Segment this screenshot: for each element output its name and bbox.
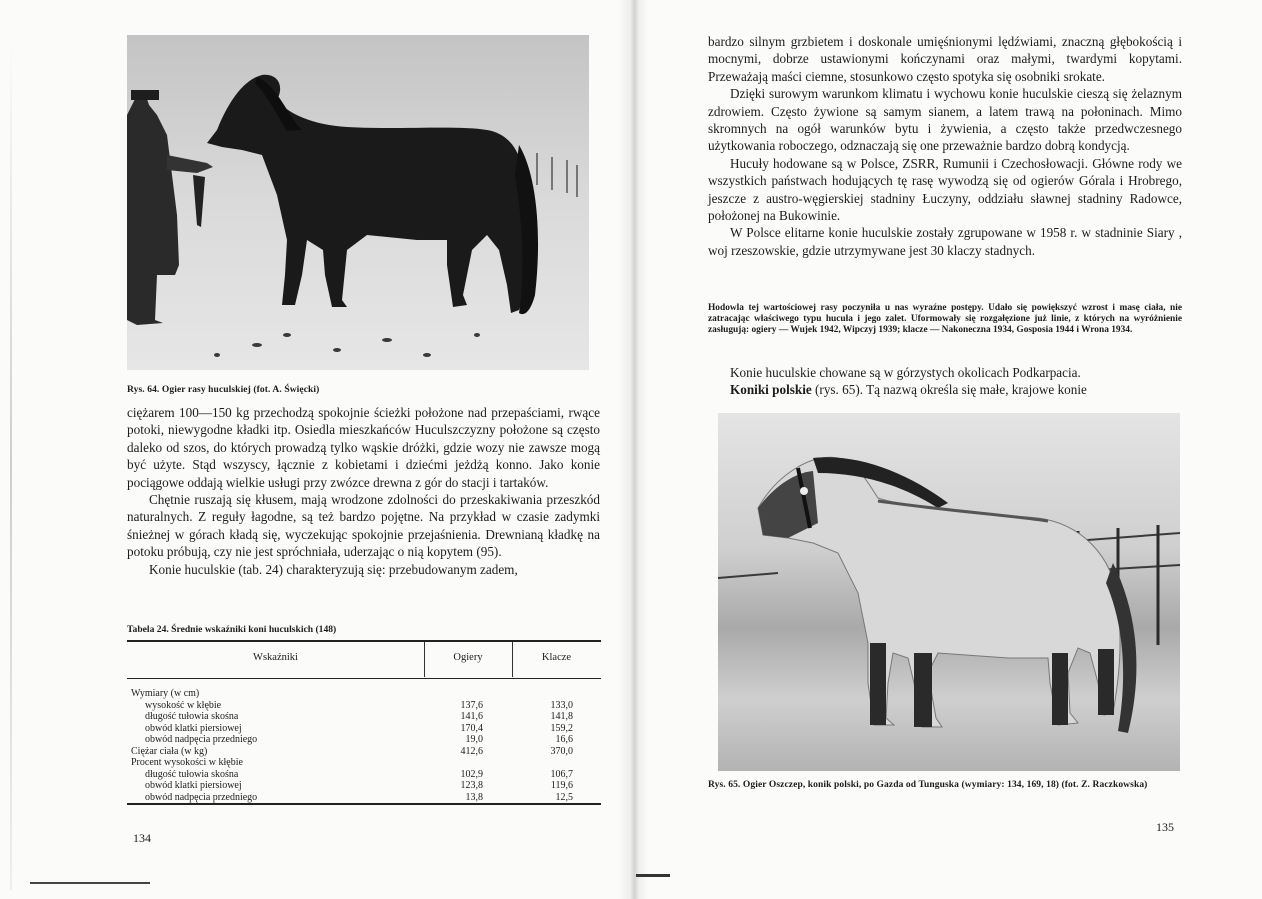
term-koniki-polskie: Koniki polskie	[730, 382, 812, 398]
row-label: obwód klatki piersiowej	[145, 722, 242, 734]
paragraph-rest: (rys. 65). Tą nazwą określa się małe, krajowe konie	[811, 382, 1087, 398]
page-number-right: 135	[1156, 820, 1174, 834]
row-label: długość tułowia skośna	[145, 711, 239, 722]
row-label: Procent wysokości w kłębie	[131, 757, 243, 768]
page-number-left: 134	[133, 831, 151, 845]
table-rule-top	[127, 640, 601, 642]
table-row	[127, 711, 601, 723]
row-klacze-value: 16,6	[555, 734, 573, 745]
row-ogiery-value: 123,8	[460, 780, 483, 791]
right-page-lower-text	[708, 364, 1182, 399]
row-label: wysokość w kłębie	[145, 699, 222, 711]
table-row	[127, 780, 601, 792]
table-row	[127, 792, 601, 804]
paragraph: Hucuły hodowane są w Polsce, ZSRR, Rumunii i Czechosłowacji. Główne rody we wszystkich państwach hodujących tę rasę wywodzą się od ogierów Górala i Hrobrego, jeszcze z austro-węgierskiej stadniny Łuczyny, oddziału sławnej stadniny Radowce, położonej na Bukowinie.	[708, 155, 1182, 224]
table-row	[127, 769, 601, 781]
paragraph: Konie huculskie (tab. 24) charakteryzują się: przebudowanym zadem,	[149, 561, 518, 577]
row-ogiery-value: 13,8	[465, 791, 483, 803]
figure-65-photo	[718, 413, 1180, 771]
row-klacze-value: 159,2	[550, 722, 573, 734]
row-klacze-value: 370,0	[550, 745, 573, 757]
row-label: obwód nadpęcia przedniego	[145, 791, 258, 803]
row-ogiery-value: 19,0	[465, 734, 483, 745]
table-row	[127, 723, 601, 735]
paragraph: Chętnie ruszają się kłusem, mają wrodzone zdolności do przeskakiwania przeszkód naturalnych. Z reguły łagodne, są też bardzo pojętne. Na przykład w czasie zadymki śnieżnej w górach kładą się, wyczekując spokojnie przejaśnienia. Drewnianą kładkę na potoku próbują, czy nie jest spróchniała, uderzając o nią kopytem (95).	[127, 492, 600, 560]
row-label: Wymiary (w cm)	[131, 688, 200, 699]
paragraph: Konie huculskie chowane są w górzystych okolicach Podkarpacia.	[730, 365, 1081, 380]
paragraph: Dzięki surowym warunkom klimatu i wychowu konie huculskie cieszą się żelaznym zdrowiem. Często żywione są samym sianem, a latem trawą na połoninach. Mimo skromnych na ogół warunków bytu i żywienia, a często także przedwczesnego użytkowania roboczego, odznaczają się one przeważnie bardzo dobrą kondycją.	[708, 86, 1182, 154]
row-ogiery-value: 141,6	[460, 711, 483, 722]
paragraph	[708, 381, 1182, 398]
figure-64-photo	[127, 35, 589, 370]
table-row	[127, 746, 601, 758]
table-rule-header	[127, 678, 601, 679]
table-24	[127, 640, 601, 804]
row-klacze-value: 133,0	[550, 699, 573, 711]
row-label: obwód klatki piersiowej	[145, 780, 242, 791]
table-header-wskazniki: Wskaźniki	[253, 652, 298, 663]
figure-65-caption: Rys. 65. Ogier Oszczep, konik polski, po Gazda od Tunguska (wymiary: 134, 169, 18) (fot. Z. Raczkowska)	[708, 780, 1148, 790]
row-ogiery-value: 102,9	[460, 768, 483, 780]
row-klacze-value: 106,7	[550, 768, 573, 780]
row-ogiery-value: 170,4	[460, 722, 483, 734]
table-header-ogiery: Ogiery	[453, 652, 483, 663]
row-ogiery-value: 412,6	[460, 745, 483, 757]
row-label: Ciężar ciała (w kg)	[131, 745, 208, 757]
figure-64-caption: Rys. 64. Ogier rasy huculskiej (fot. A. Święcki)	[127, 385, 320, 395]
row-label: długość tułowia skośna	[145, 768, 239, 780]
small-print-note	[708, 303, 1182, 336]
table-24-title: Tabela 24. Średnie wskaźniki koni huculskich (148)	[127, 624, 337, 635]
note-text: Hodowla tej wartościowej rasy poczyniła u nas wyraźne postępy. Udało się powiększyć wzrost i masę ciała, nie zatracając właściwego typu hucuła i jego zalet. Uformowały się rozgałęzione już linie, z których na wyróżnienie zasługują: ogiery — Wujek 1942, Wipczyj 1939; klacze — Nakoneczna 1934, Gosposia 1944 i Wrona 1934.	[708, 303, 1182, 335]
konik-polski-image	[718, 413, 1180, 771]
row-ogiery-value: 137,6	[460, 699, 483, 711]
table-row	[127, 700, 601, 712]
left-page-body-text	[127, 404, 600, 578]
row-klacze-value: 119,6	[550, 780, 573, 791]
paragraph: ciężarem 100—150 kg przechodzą spokojnie ścieżki położone nad przepaściami, rwące potoki, niewygodne kładki itp. Osiedla mieszkańców Huculszczyzny położone są często daleko od szos, do których prowadzą tylko wąskie dróżki, gdzie wozy nie zawsze mogą być użyte. Stąd wszyscy, łącznie z kobietami i dziećmi jeżdżą konno. Jako konie pociągowe oddają wielkie usługi przy zwózce drewna z gór do stacji i tartaków.	[127, 405, 600, 490]
row-label: obwód nadpęcia przedniego	[145, 734, 258, 745]
row-klacze-value: 141,8	[550, 711, 573, 722]
hucul-stallion-image	[127, 35, 589, 370]
table-row	[127, 734, 601, 746]
table-body	[127, 688, 601, 803]
paragraph: bardzo silnym grzbietem i doskonale umięśnionymi lędźwiami, znaczną głębokością i mocnymi, dobrze ustawionymi kończynami oraz małymi, twardymi kopytami. Przeważają maści ciemne, stosunkowo często spotyka się osobniki srokate.	[708, 34, 1182, 84]
table-row	[127, 757, 601, 769]
right-page-body-text	[708, 33, 1182, 259]
table-row	[127, 688, 601, 700]
table-header-klacze: Klacze	[541, 652, 572, 663]
table-rule-bottom	[127, 803, 601, 805]
paragraph: W Polsce elitarne konie huculskie zostały zgrupowane w 1958 r. w stadninie Siary , woj rzeszowskie, gdzie utrzymywane jest 30 klaczy stadnych.	[708, 225, 1182, 258]
row-klacze-value: 12,5	[555, 791, 573, 803]
